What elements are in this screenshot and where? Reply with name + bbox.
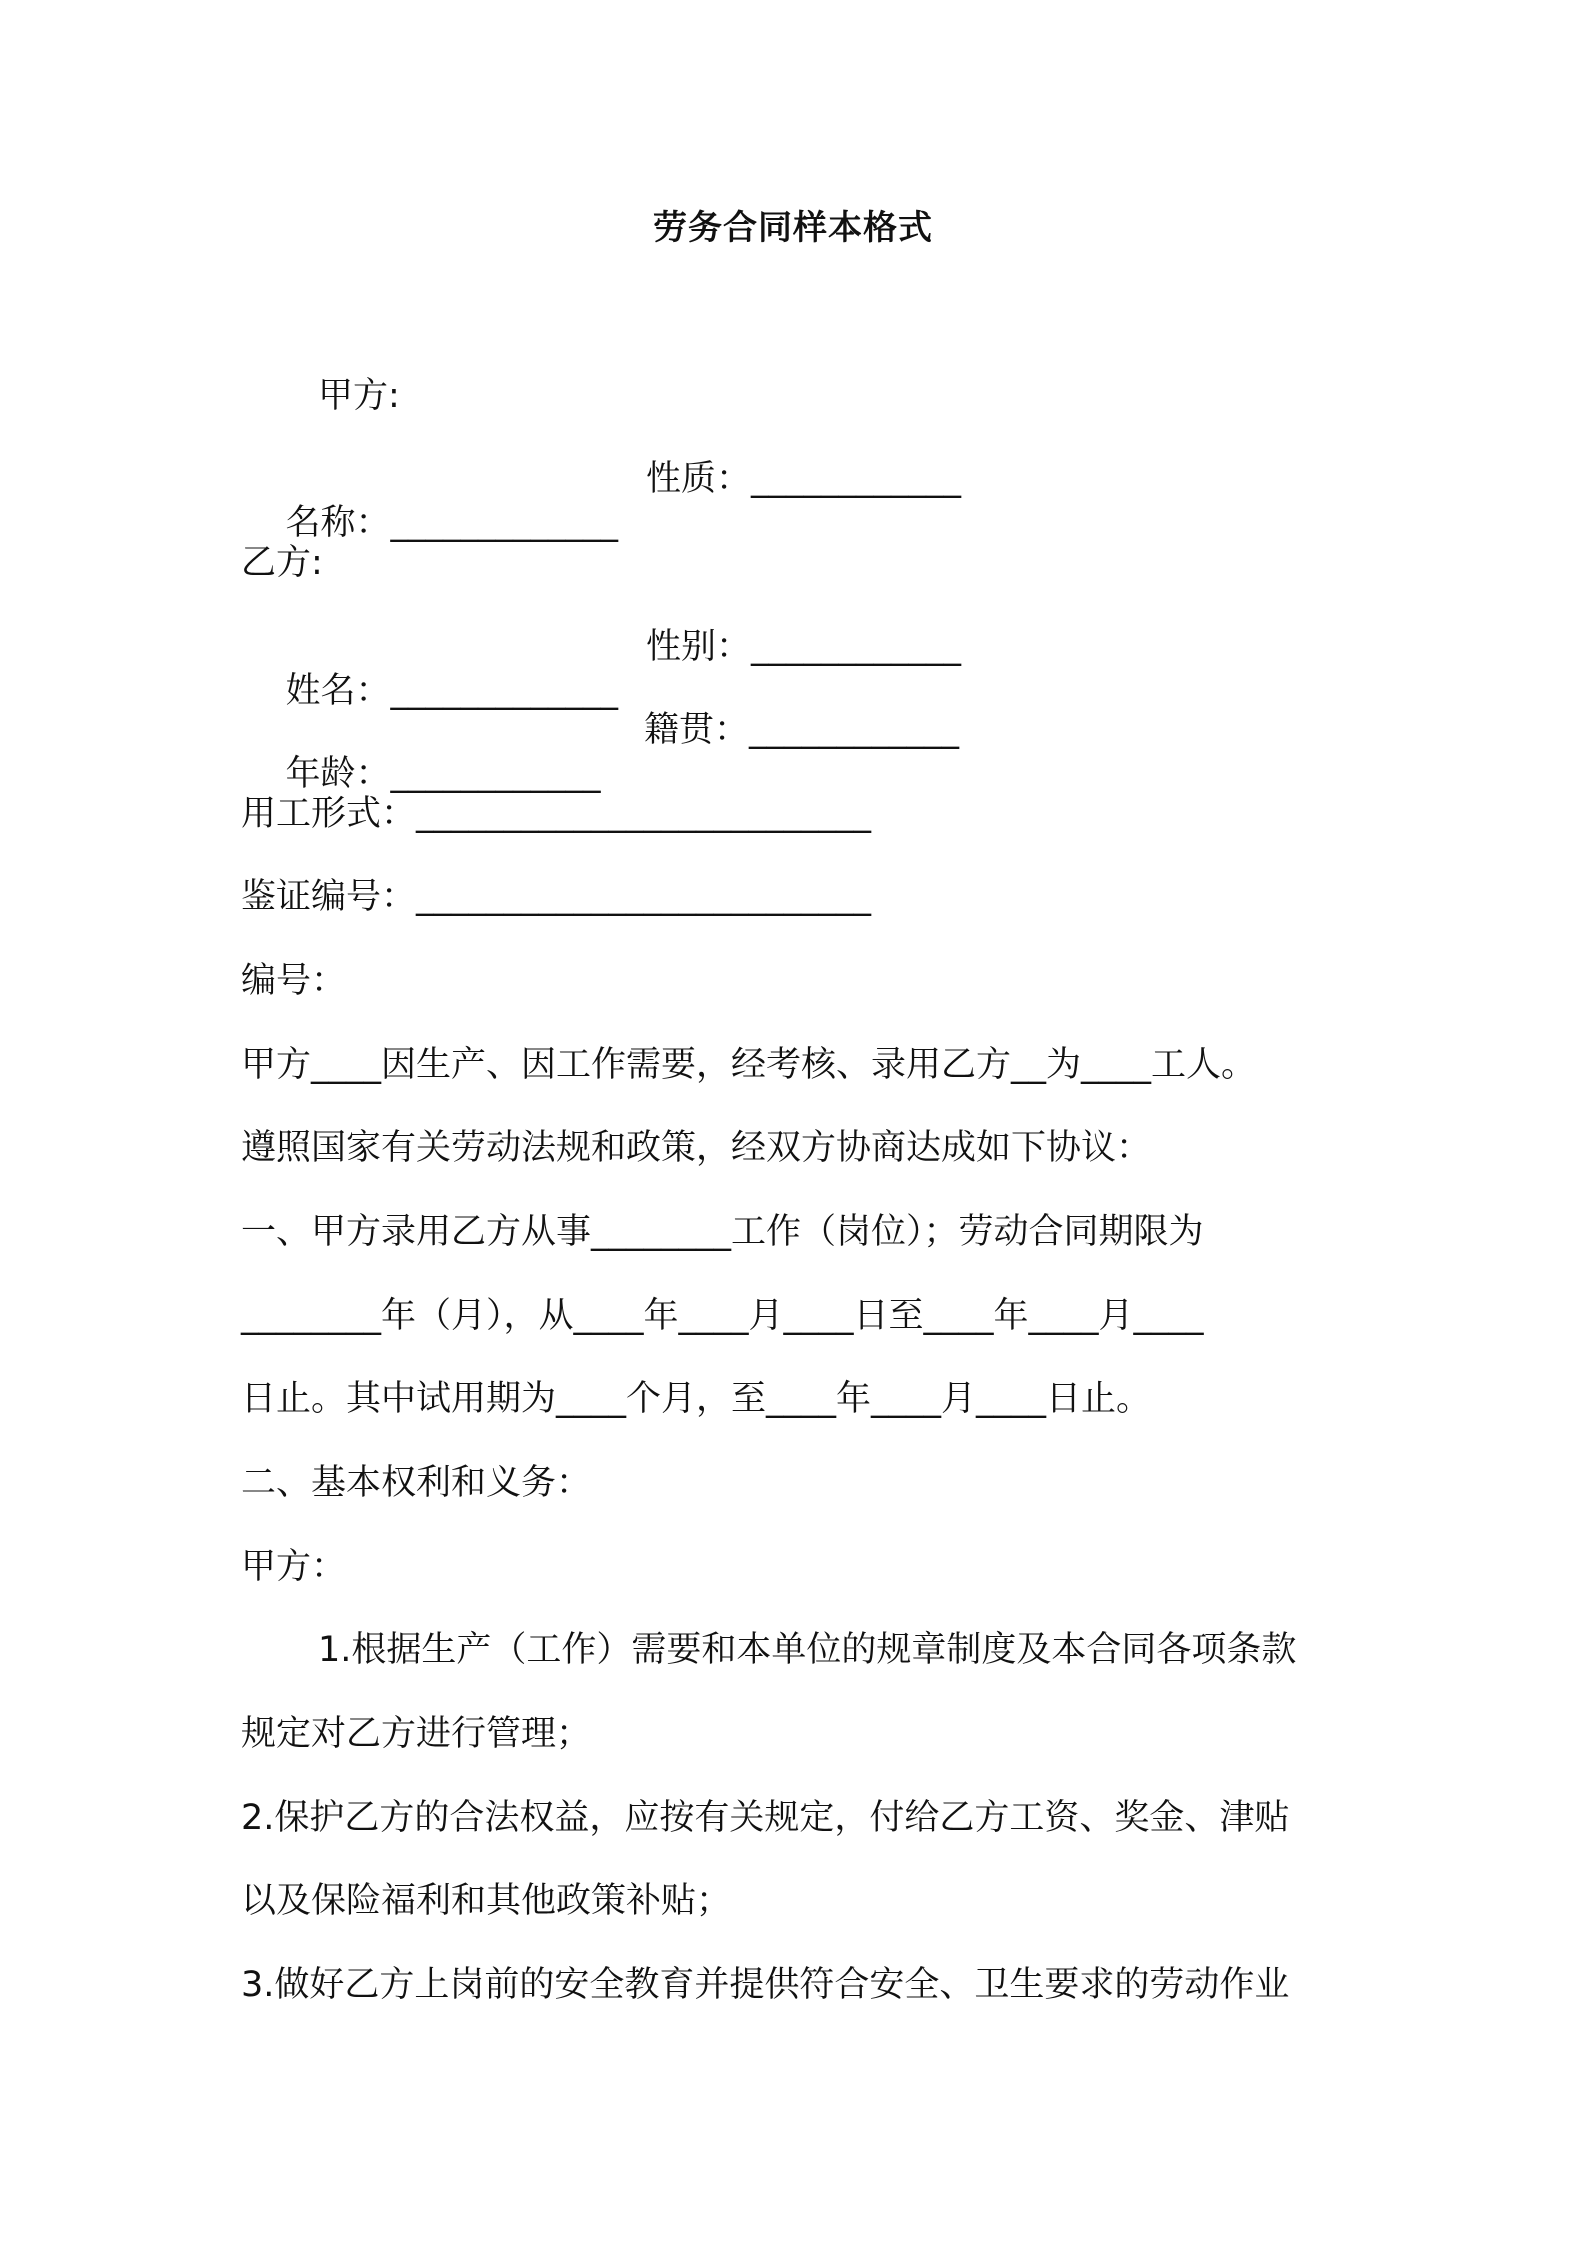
item-3-line-1: 3.做好乙方上岗前的安全教育并提供符合安全、卫生要求的劳动作业	[241, 1965, 1290, 2005]
item-2-line-2: 以及保险福利和其他政策补贴；	[241, 1881, 732, 1921]
age-blank: ____________	[390, 754, 601, 794]
nature-label: 性质：	[646, 459, 752, 499]
cert-number-row: 鉴证编号：__________________________	[241, 877, 872, 917]
paragraph-1: 甲方____因生产、因工作需要，经考核、录用乙方__为____工人。	[241, 1045, 1257, 1085]
age-label: 年龄：	[285, 754, 391, 794]
party-a-subheading: 甲方：	[241, 1547, 347, 1587]
surname-blank: _____________	[390, 671, 619, 711]
name-blank: _____________	[390, 503, 619, 543]
surname-label: 姓名：	[285, 671, 391, 711]
gender-blank: ____________	[751, 627, 962, 667]
item-2-line-1: 2.保护乙方的合法权益，应按有关规定，付给乙方工资、奖金、津贴	[241, 1798, 1290, 1838]
document-title: 劳务合同样本格式	[653, 208, 933, 248]
paragraph-2: 遵照国家有关劳动法规和政策，经双方协商达成如下协议：	[241, 1128, 1152, 1168]
employment-form-row: 用工形式：__________________________	[241, 794, 872, 834]
clause-1-line-1: 一、甲方录用乙方从事________工作（岗位）；劳动合同期限为	[241, 1212, 1204, 1252]
clause-1-line-3: 日止。其中试用期为____个月，至____年____月____日止。	[241, 1379, 1152, 1419]
nature-blank: ____________	[751, 459, 962, 499]
origin-blank: ____________	[749, 710, 960, 750]
item-1-line-1: 1.根据生产（工作）需要和本单位的规章制度及本合同各项条款	[318, 1630, 1297, 1670]
item-1-line-2: 规定对乙方进行管理；	[241, 1714, 592, 1754]
name-label: 名称：	[285, 503, 391, 543]
origin-label: 籍贯：	[644, 710, 750, 750]
clause-2-heading: 二、基本权利和义务：	[241, 1463, 592, 1503]
clause-1-line-2: ________年（月），从____年____月____日至____年____月____	[241, 1296, 1204, 1336]
party-a-heading: 甲方:	[318, 376, 400, 416]
number-row: 编号：	[241, 961, 347, 1001]
gender-label: 性别：	[646, 627, 752, 667]
party-b-heading: 乙方:	[241, 543, 323, 583]
